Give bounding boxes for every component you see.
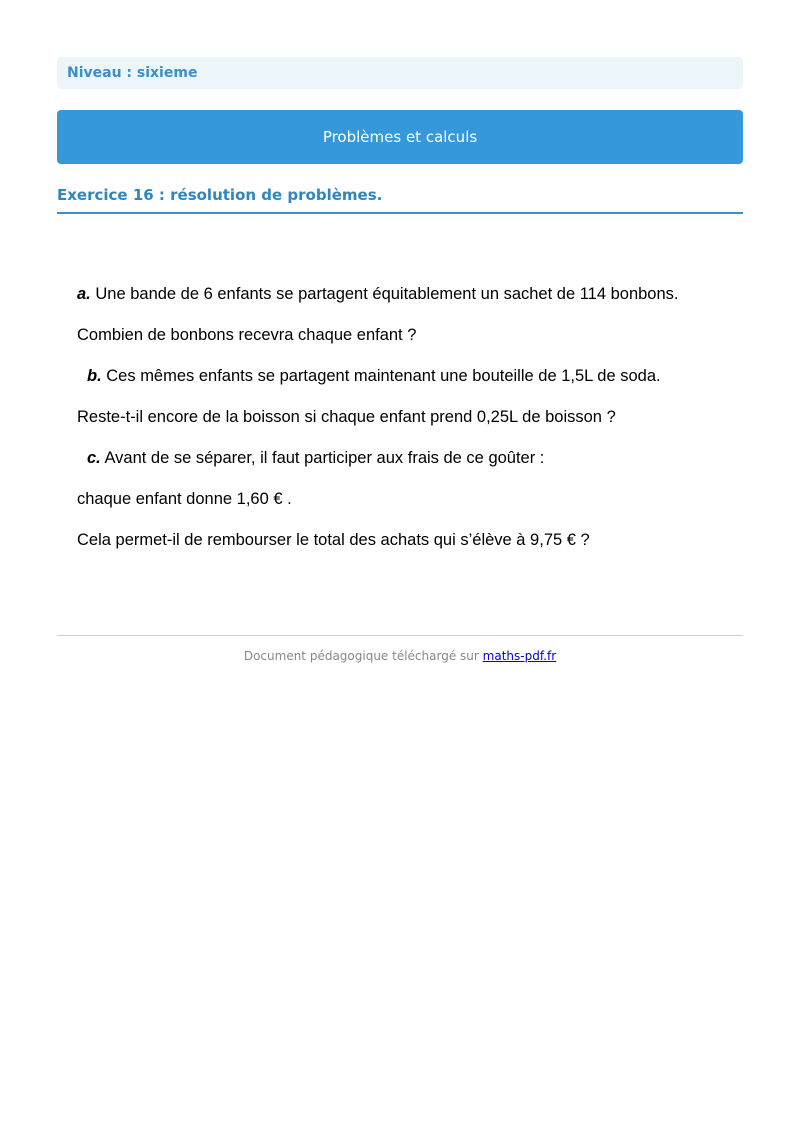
question-c-line2: chaque enfant donne 1,60 € . (77, 490, 292, 508)
question-c-letter: c. (87, 449, 101, 467)
question-c-text: Avant de se séparer, il faut participer aux frais de ce goûter : (104, 449, 545, 467)
theme-title: Problèmes et calculs (322, 128, 478, 146)
question-b-line1 (77, 364, 737, 405)
question-c-line3: Cela permet-il de rembourser le total des achats qui s’élève à 9,75 € ? (77, 531, 590, 549)
exercise-title: Exercice 16 : résolution de problèmes. (57, 185, 743, 214)
question-a-letter: a. (77, 285, 91, 303)
question-b-letter: b. (87, 367, 102, 385)
footer-text: Document pédagogique téléchargé sur (243, 649, 479, 663)
question-b-text: Ces mêmes enfants se partagent maintenant une bouteille de 1,5L de soda. (106, 367, 661, 385)
question-a-line2: Combien de bonbons recevra chaque enfant ? (77, 326, 417, 344)
theme-banner (57, 110, 743, 164)
question-a-text: Une bande de 6 enfants se partagent équitablement un sachet de 114 bonbons. (95, 285, 679, 303)
footer-link[interactable]: maths-pdf.fr (482, 649, 557, 663)
question-a-line1 (77, 282, 737, 323)
question-c-line1 (77, 446, 737, 487)
footer-divider (57, 635, 743, 636)
footer (0, 649, 800, 663)
exercise-content (77, 282, 737, 569)
level-label: Niveau : sixieme (67, 65, 198, 81)
level-box (57, 57, 743, 89)
question-b-line2: Reste-t-il encore de la boisson si chaque enfant prend 0,25L de boisson ? (77, 408, 616, 426)
